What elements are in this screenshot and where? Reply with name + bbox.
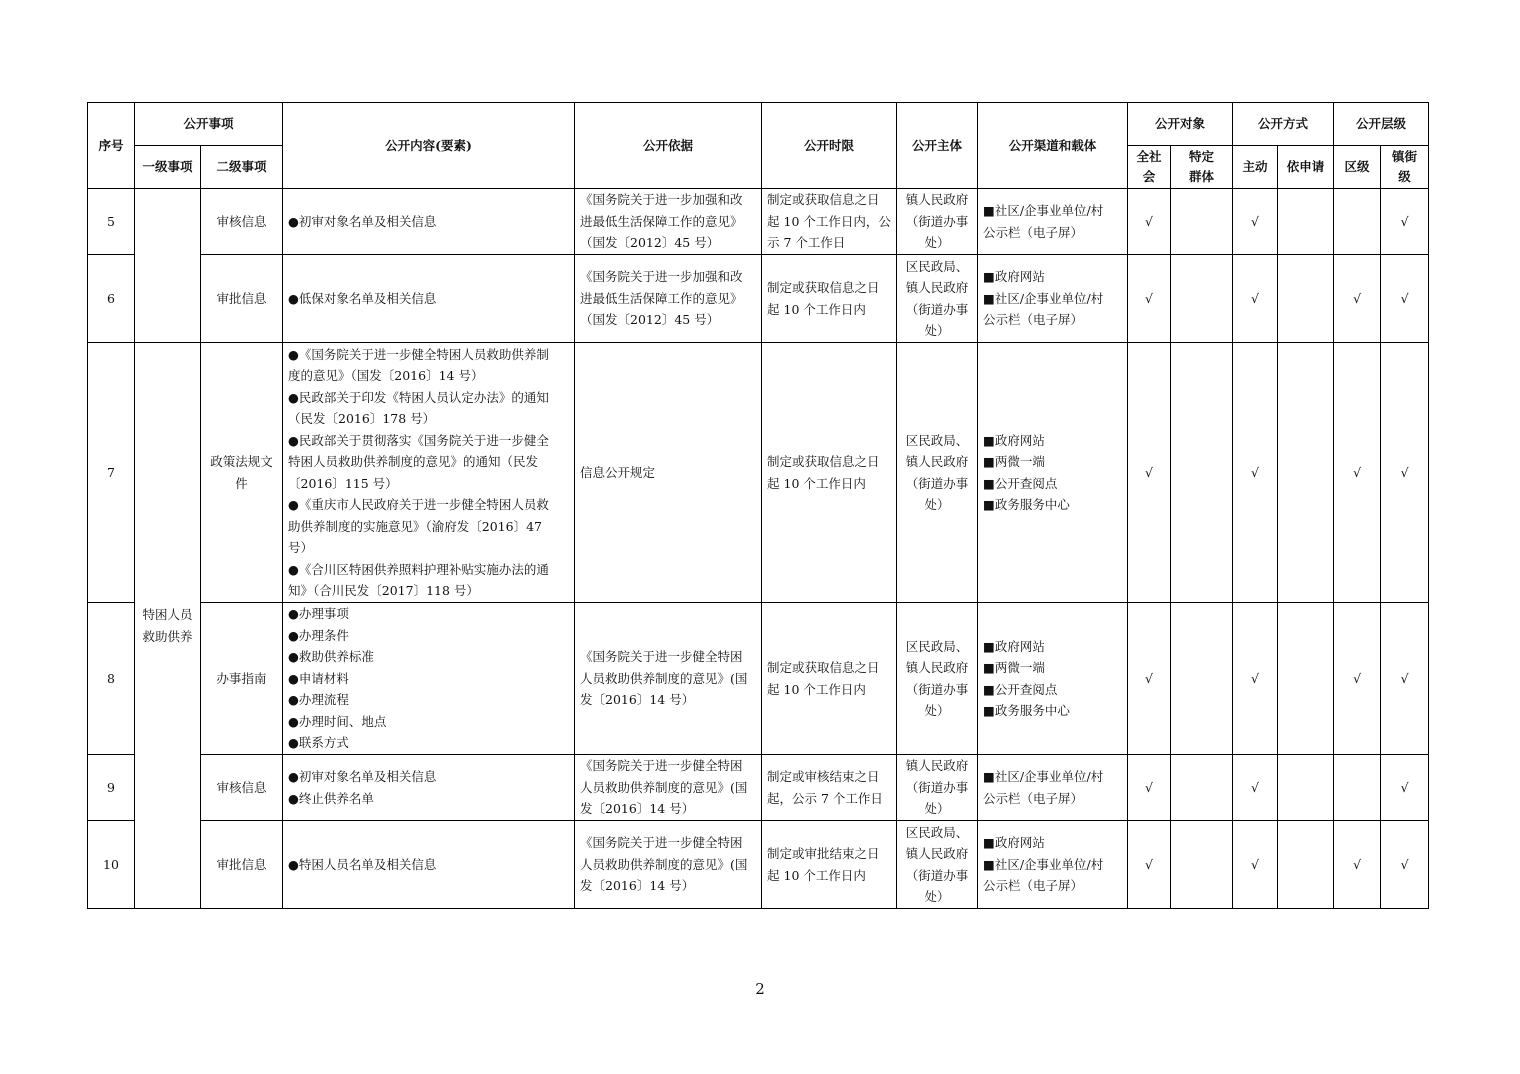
tick-target-all: √ (1128, 603, 1171, 755)
text-line: 处） (924, 703, 950, 718)
deadline-cell (762, 343, 897, 603)
content-cell (283, 755, 575, 821)
text-line: ■两微一端 (983, 660, 1045, 675)
level1-item-group-a (135, 189, 201, 343)
text-line: 知》（合川民发〔2017〕118 号） (288, 583, 479, 598)
table-row (88, 255, 1429, 343)
tick-method-active: √ (1233, 255, 1278, 343)
tick-target-all: √ (1128, 755, 1171, 821)
content-cell (283, 255, 575, 343)
subject-cell (897, 189, 978, 255)
channel-cell (978, 343, 1128, 603)
text-line: ●办理条件 (288, 627, 349, 643)
subject-cell (897, 603, 978, 755)
text-line: ●联系方式 (288, 735, 349, 751)
header-basis: 公开依据 (575, 103, 762, 189)
text-line: （民发〔2016〕178 号） (288, 411, 436, 426)
text-line: 办事指南 (216, 670, 267, 686)
channel-cell (978, 821, 1128, 909)
header-level2: 二级事项 (201, 146, 283, 189)
header-row-1 (88, 103, 1429, 146)
channel-cell (978, 603, 1128, 755)
tick-target-all: √ (1128, 343, 1171, 603)
text-line: 镇人民政府 (905, 660, 969, 675)
row-seq: 8 (88, 603, 135, 755)
basis-cell (575, 343, 762, 603)
text-line: 《国务院关于进一步健全特困 (580, 649, 743, 665)
text-line: 镇人民政府 (905, 280, 969, 295)
text-line: ●申请材料 (288, 670, 349, 686)
level1-item-group-b (135, 343, 201, 909)
row-seq: 5 (88, 189, 135, 255)
tick-target-specific (1171, 255, 1233, 343)
disclosure-table (87, 102, 1429, 909)
text-line: （街道办事 (905, 213, 969, 229)
tick-method-request (1278, 603, 1334, 755)
tick-target-all: √ (1128, 189, 1171, 255)
tick-level-town: √ (1381, 755, 1429, 821)
content-cell (283, 343, 575, 603)
level2-item (201, 343, 283, 603)
tick-level-town: √ (1381, 343, 1429, 603)
basis-cell (575, 755, 762, 821)
text-line: 全社 (1136, 149, 1162, 164)
text-line: 公示栏（电子屏） (983, 312, 1084, 328)
table-row (88, 821, 1429, 909)
header-item-group: 公开事项 (135, 103, 283, 146)
deadline-cell (762, 603, 897, 755)
table-row (88, 755, 1429, 821)
text-line: ●《重庆市人民政府关于进一步健全特困人员救 (288, 497, 549, 512)
text-line: 起 10 个工作日内 (767, 867, 866, 883)
text-line: ■两微一端 (983, 454, 1045, 469)
text-line: 进最低生活保障工作的意见》 (580, 213, 743, 229)
tick-level-district (1334, 189, 1381, 255)
text-line: 助供养制度的实施意见》（渝府发〔2016〕47 (288, 518, 542, 534)
tick-level-town: √ (1381, 255, 1429, 343)
text-line: 公示栏（电子屏） (983, 878, 1084, 894)
text-line: 制定或获取信息之日 (767, 192, 880, 208)
text-line: ●民政部关于印发《特困人员认定办法》的通知 (288, 389, 549, 405)
tick-level-district: √ (1334, 603, 1381, 755)
text-line: ●初审对象名单及相关信息 (288, 213, 437, 229)
header-channel: 公开渠道和载体 (978, 103, 1128, 189)
text-line: 《国务院关于进一步健全特困 (580, 758, 743, 774)
tick-target-specific (1171, 603, 1233, 755)
text-line: 公示栏（电子屏） (983, 224, 1084, 240)
channel-cell (978, 755, 1128, 821)
deadline-cell (762, 821, 897, 909)
tick-level-town: √ (1381, 189, 1429, 255)
table-row (88, 603, 1429, 755)
text-line: ■社区/企事业单位/村 (983, 769, 1104, 784)
text-line: ■政府网站 (983, 638, 1045, 654)
text-line: ●办理事项 (288, 606, 349, 622)
text-line: 镇人民政府 (905, 846, 969, 861)
text-line: ■社区/企事业单位/村 (983, 203, 1104, 218)
tick-method-active: √ (1233, 343, 1278, 603)
text-line: ●终止供养名单 (288, 790, 374, 806)
text-line: 特定 (1189, 149, 1215, 164)
text-line: （街道办事 (905, 301, 969, 317)
tick-method-request (1278, 755, 1334, 821)
level2-item (201, 603, 283, 755)
text-line: 《国务院关于进一步加强和改 (580, 269, 743, 285)
text-line: ■政务服务中心 (983, 703, 1070, 718)
tick-target-specific (1171, 755, 1233, 821)
text-line: 区民政局、 (905, 432, 969, 448)
text-line: 起，公示 7 个工作日 (767, 790, 883, 806)
text-line: （街道办事 (905, 779, 969, 795)
tick-method-request (1278, 821, 1334, 909)
tick-method-active: √ (1233, 821, 1278, 909)
tick-target-specific (1171, 189, 1233, 255)
text-line: （街道办事 (905, 681, 969, 697)
text-line: （国发〔2012〕45 号） (580, 312, 720, 328)
header-level-district: 区级 (1334, 146, 1381, 189)
text-line: 制定或获取信息之日 (767, 280, 880, 295)
basis-cell (575, 821, 762, 909)
text-line: 件 (235, 475, 248, 491)
row-seq: 7 (88, 343, 135, 603)
text-line: 号） (288, 540, 314, 555)
text-line: 制定或获取信息之日 (767, 454, 880, 469)
text-line: ●特困人员名单及相关信息 (288, 856, 437, 872)
text-line: ●救助供养标准 (288, 649, 374, 665)
content-cell (283, 603, 575, 755)
text-line: 审批信息 (216, 856, 267, 872)
tick-method-active: √ (1233, 189, 1278, 255)
text-line: 级 (1398, 169, 1411, 184)
text-line: 审批信息 (216, 290, 267, 306)
subject-cell (897, 343, 978, 603)
text-line: 镇人民政府 (905, 454, 969, 469)
text-line: 《国务院关于进一步健全特困 (580, 835, 743, 851)
channel-cell (978, 255, 1128, 343)
text-line: 处） (924, 235, 950, 251)
tick-method-active: √ (1233, 755, 1278, 821)
header-level-town (1381, 146, 1429, 189)
text-line: 起 10 个工作日内 (767, 681, 866, 697)
text-line: 会 (1142, 169, 1156, 184)
tick-method-request (1278, 343, 1334, 603)
text-line: 起 10 个工作日内 (767, 475, 866, 491)
tick-level-district: √ (1334, 821, 1381, 909)
page-number: 2 (755, 980, 765, 998)
text-line: 镇街 (1392, 149, 1418, 164)
table-row (88, 189, 1429, 255)
text-line: 群体 (1189, 169, 1215, 184)
text-line: ●民政部关于贯彻落实《国务院关于进一步健全 (288, 432, 549, 448)
header-method-active: 主动 (1233, 146, 1278, 189)
text-line: （国发〔2012〕45 号） (580, 235, 720, 251)
level2-item (201, 255, 283, 343)
header-level-group: 公开层级 (1334, 103, 1429, 146)
text-line: 发〔2016〕14 号） (580, 692, 695, 708)
header-target-all (1128, 146, 1171, 189)
text-line: 镇人民政府 (905, 758, 969, 774)
basis-cell (575, 189, 762, 255)
table-row (88, 343, 1429, 603)
channel-cell (978, 189, 1128, 255)
text-line: 制定或审批结束之日 (767, 846, 880, 861)
header-level1: 一级事项 (135, 146, 201, 189)
header-content: 公开内容(要素) (283, 103, 575, 189)
header-target-group: 公开对象 (1128, 103, 1233, 146)
tick-method-request (1278, 189, 1334, 255)
text-line: 镇人民政府 (905, 192, 969, 208)
text-line: 起 10 个工作日内 (767, 301, 866, 317)
text-line: ■社区/企事业单位/村 (983, 856, 1104, 872)
tick-level-district: √ (1334, 343, 1381, 603)
tick-method-active: √ (1233, 603, 1278, 755)
text-line: ●初审对象名单及相关信息 (288, 769, 437, 784)
text-line: 政策法规文 (210, 454, 273, 469)
text-line: ●办理流程 (288, 692, 349, 708)
tick-level-district: √ (1334, 255, 1381, 343)
tick-target-all: √ (1128, 255, 1171, 343)
text-line: 公示栏（电子屏） (983, 790, 1084, 806)
text-line: ■政府网站 (983, 835, 1045, 851)
text-line: 人员救助供养制度的意见》(国 (580, 856, 748, 872)
text-line: 审核信息 (216, 213, 267, 229)
header-target-specific (1171, 146, 1233, 189)
text-line: ●低保对象名单及相关信息 (288, 290, 437, 306)
tick-level-district (1334, 755, 1381, 821)
text-line: 人员救助供养制度的意见》(国 (580, 670, 748, 686)
text-line: 救助供养 (142, 628, 193, 644)
text-line: 〔2016〕115 号） (288, 475, 398, 491)
level2-item (201, 189, 283, 255)
text-line: 人员救助供养制度的意见》(国 (580, 779, 748, 795)
text-line: 制定或获取信息之日 (767, 660, 880, 675)
deadline-cell (762, 755, 897, 821)
tick-level-town: √ (1381, 821, 1429, 909)
deadline-cell (762, 189, 897, 255)
text-line: （街道办事 (905, 475, 969, 491)
tick-target-specific (1171, 821, 1233, 909)
text-line: ■社区/企事业单位/村 (983, 290, 1104, 306)
text-line: 度的意见》（国发〔2016〕14 号） (288, 368, 484, 383)
text-line: 处） (924, 497, 950, 512)
basis-cell (575, 255, 762, 343)
header-subject: 公开主体 (897, 103, 978, 189)
text-line: ■公开查阅点 (983, 475, 1058, 491)
row-seq: 9 (88, 755, 135, 821)
text-line: 起 10 个工作日内，公 (767, 213, 891, 229)
text-line: ●《合川区特困供养照料护理补贴实施办法的通 (288, 561, 549, 577)
text-line: 《国务院关于进一步加强和改 (580, 192, 743, 208)
text-line: 发〔2016〕14 号） (580, 801, 695, 817)
header-seq: 序号 (88, 103, 135, 189)
subject-cell (897, 821, 978, 909)
content-cell (283, 189, 575, 255)
header-method-group: 公开方式 (1233, 103, 1334, 146)
tick-target-all: √ (1128, 821, 1171, 909)
text-line: ●办理时间、地点 (288, 713, 387, 729)
row-seq: 6 (88, 255, 135, 343)
tick-level-town: √ (1381, 603, 1429, 755)
text-line: 区民政局、 (905, 824, 969, 840)
text-line: ■公开查阅点 (983, 681, 1058, 697)
table-body (88, 189, 1429, 909)
level2-item (201, 755, 283, 821)
text-line: ■政府网站 (983, 269, 1045, 285)
tick-target-specific (1171, 343, 1233, 603)
text-line: 处） (924, 801, 950, 817)
text-line: 区民政局、 (905, 638, 969, 654)
text-line: 处） (924, 323, 950, 338)
text-line: 进最低生活保障工作的意见》 (580, 290, 743, 306)
header-deadline: 公开时限 (762, 103, 897, 189)
tick-method-request (1278, 255, 1334, 343)
text-line: 审核信息 (216, 779, 267, 795)
text-line: ●《国务院关于进一步健全特困人员救助供养制 (288, 346, 549, 362)
header-method-request: 依申请 (1278, 146, 1334, 189)
text-line: 发〔2016〕14 号） (580, 878, 695, 894)
text-line: 特困人员 (142, 607, 193, 622)
subject-cell (897, 255, 978, 343)
text-line: 处） (924, 889, 950, 904)
text-line: 信息公开规定 (580, 464, 656, 480)
text-line: 示 7 个工作日 (767, 235, 846, 251)
text-line: ■政务服务中心 (983, 497, 1070, 512)
row-seq: 10 (88, 821, 135, 909)
text-line: 区民政局、 (905, 258, 969, 274)
text-line: （街道办事 (905, 867, 969, 883)
text-line: 制定或审核结束之日 (767, 769, 880, 784)
basis-cell (575, 603, 762, 755)
text-line: 特困人员救助供养制度的意见》的通知（民发 (288, 454, 539, 469)
subject-cell (897, 755, 978, 821)
level2-item (201, 821, 283, 909)
text-line: ■政府网站 (983, 432, 1045, 448)
deadline-cell (762, 255, 897, 343)
content-cell (283, 821, 575, 909)
